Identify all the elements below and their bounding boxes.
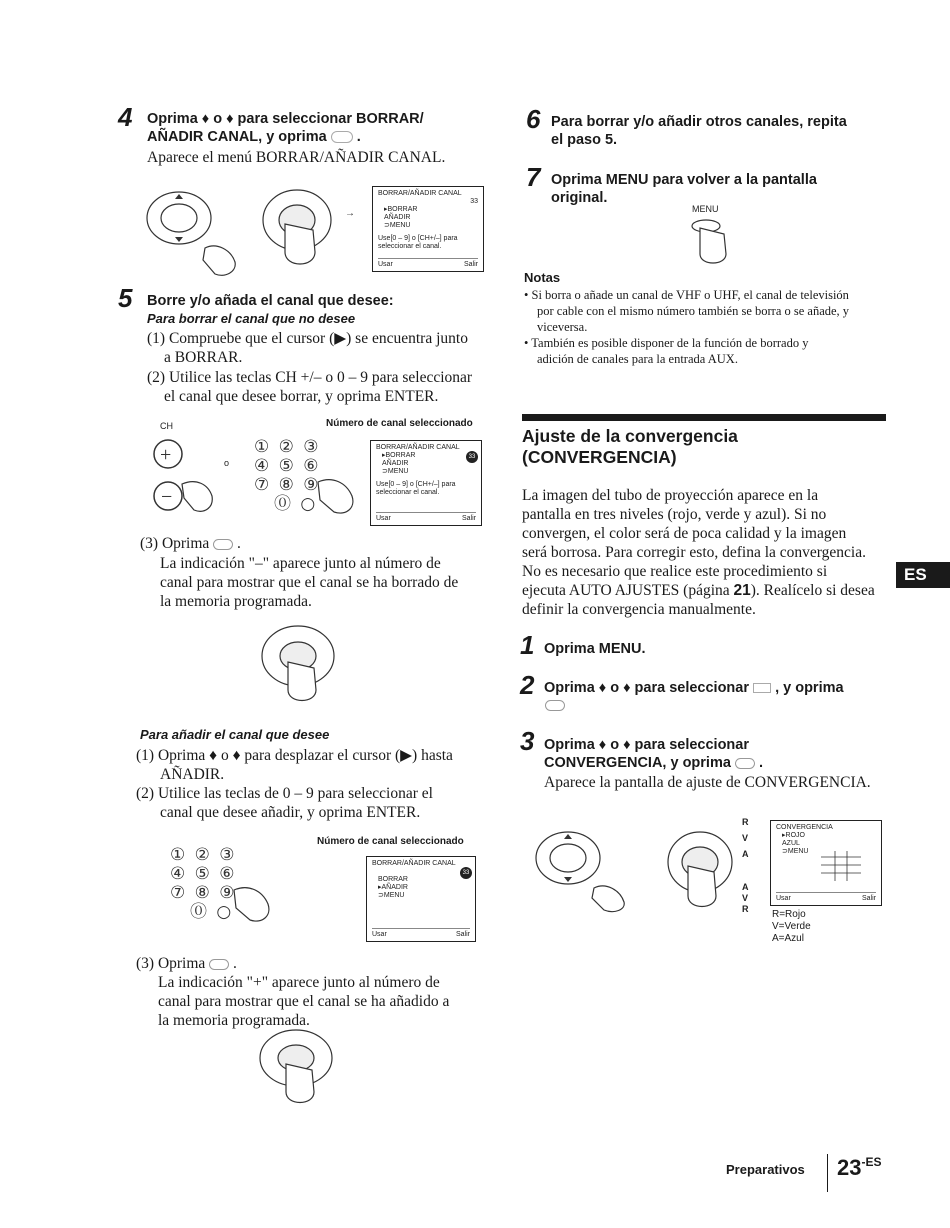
conv-para-5: No es necesario que realice este procedimiento si — [522, 563, 828, 580]
conv-step-1-number: 1 — [520, 630, 535, 660]
note-2-line1: • También es posible disponer de la función de borrado y — [524, 336, 809, 350]
add-step2-line2: canal que desee añadir, y oprima ENTER. — [160, 804, 421, 821]
step-5-number: 5 — [118, 283, 133, 313]
delete-step3: (3) Oprima . — [140, 535, 241, 552]
language-tab: ES — [896, 562, 950, 588]
enter-button-icon — [331, 131, 353, 143]
screen-item-borrar: BORRAR — [378, 876, 408, 883]
conv-step-3-body: Aparece la pantalla de ajuste de CONVERGENCIA. — [544, 774, 871, 791]
page-number: $23^{-ES}$ — [837, 1155, 882, 1180]
screen-item-azul: AZUL — [782, 840, 800, 847]
add-step3-line3: la memoria programada. — [158, 1012, 310, 1029]
screen-hint-2: seleccionar el canal. — [378, 243, 442, 250]
step-4-number: 4 — [118, 102, 133, 132]
menu-screen-delete — [370, 440, 482, 526]
keypad-add — [170, 846, 237, 922]
convergence-title-line1: Ajuste de la convergencia — [522, 426, 738, 446]
screen-channel-badge: 33 — [466, 451, 478, 463]
enter-button-icon — [213, 539, 233, 550]
conv-para-4: será borrosa. Para corregir esto, defina la convergencia. — [522, 544, 866, 561]
add-step3-line1: La indicación "+" aparece junto al número de — [158, 974, 440, 991]
color-legend — [772, 909, 811, 945]
add-step3: (3) Oprima . — [136, 955, 237, 972]
notes-title: Notas — [524, 270, 561, 285]
screen-exit-label: Salir — [461, 515, 476, 522]
conv-para-1: La imagen del tubo de proyección aparece en la — [522, 487, 819, 504]
delete-step2-line2: el canal que desee borrar, y oprima ENTER. — [164, 388, 439, 405]
screen-exit-label: Salir — [463, 261, 478, 268]
hand-press-icon — [228, 880, 278, 928]
delete-step3-line1: La indicación "–" aparece junto al número de — [160, 555, 441, 572]
joystick-press-illustration-2 — [254, 1026, 344, 1108]
screen-title: CONVERGENCIA — [776, 824, 833, 831]
step-7-heading-line1: Oprima MENU para volver a la pantalla — [551, 172, 817, 188]
conv-step-2-number: 2 — [520, 670, 535, 700]
enter-button-icon — [545, 700, 565, 711]
step-7-number: 7 — [526, 162, 541, 192]
label-r: R — [742, 817, 749, 827]
step-5-heading: Borre y/o añada el canal que desee: — [147, 293, 394, 309]
svg-text:+: + — [160, 444, 172, 466]
label-a: A — [742, 882, 749, 892]
menu-screen-add — [366, 856, 476, 942]
delete-step1-line1: (1) Compruebe que el cursor (▶) se encuentra junto — [147, 330, 468, 347]
convergence-title-line2: (CONVERGENCIA) — [522, 447, 677, 467]
step-4-body: Aparece el menú BORRAR/AÑADIR CANAL. — [147, 149, 446, 166]
screen-exit-label: Salir — [861, 895, 876, 902]
screen-hint-2: seleccionar el canal. — [376, 489, 440, 496]
rva-labels-top — [742, 814, 749, 862]
step-6-number: 6 — [526, 104, 541, 134]
or-label: o — [224, 458, 230, 468]
add-step3-line2: canal para mostrar que el canal se ha añadido a — [158, 993, 450, 1010]
selected-channel-label: Número de canal seleccionado — [326, 418, 473, 429]
footer-section: Preparativos — [726, 1162, 805, 1177]
svg-text:→: → — [345, 208, 355, 219]
enter-button-icon — [735, 758, 755, 769]
joystick-press-illustration — [256, 624, 346, 706]
menu-screen-borrar-anadir — [372, 186, 484, 272]
section-rule — [522, 414, 886, 421]
conv-step-3-number: 3 — [520, 726, 535, 756]
screen-title: BORRAR/AÑADIR CANAL — [376, 444, 460, 451]
add-subheading: Para añadir el canal que desee — [140, 727, 330, 742]
keypad-row-3: ⑦ ⑧ ⑨ — [170, 883, 237, 903]
label-r: R — [742, 904, 749, 914]
conv-step-2: Oprima ♦ o ♦ para seleccionar , y oprima — [544, 680, 844, 696]
keypad-row-1: ① ② ③ — [254, 437, 321, 457]
hand-press-icon — [312, 472, 362, 520]
keypad-delete — [254, 438, 321, 514]
screen-item-rojo: ▸ROJO — [782, 832, 805, 839]
label-a: A — [742, 849, 749, 859]
screen-use-label: Usar — [376, 515, 391, 522]
note-2-line2: adición de canales para la entrada AUX. — [537, 352, 738, 366]
delete-subheading: Para borrar el canal que no desee — [147, 311, 356, 326]
footer-divider — [827, 1154, 828, 1192]
legend-verde: V=Verde — [772, 921, 811, 932]
screen-item-anadir: AÑADIR — [384, 214, 411, 221]
keypad-row-2: ④ ⑤ ⑥ — [170, 864, 237, 884]
convergence-grid-icon — [821, 851, 861, 881]
add-step1-line2: AÑADIR. — [160, 766, 225, 783]
screen-use-label: Usar — [372, 931, 387, 938]
note-1-line1: • Si borra o añade un canal de VHF o UHF, el canal de televisión — [524, 288, 849, 302]
settings-menu-icon — [753, 683, 771, 693]
conv-step-3-line1: Oprima ♦ o ♦ para seleccionar — [544, 737, 749, 753]
screen-item-borrar: ▸BORRAR — [384, 206, 418, 213]
svg-text:−: − — [161, 486, 173, 508]
keypad-row-1: ① ② ③ — [170, 845, 237, 865]
step-6-heading-line1: Para borrar y/o añadir otros canales, repita — [551, 114, 847, 130]
delete-step1-line2: a BORRAR. — [164, 349, 243, 366]
keypad-row-3: ⑦ ⑧ ⑨ — [254, 475, 321, 495]
delete-step3-line3: la memoria programada. — [160, 593, 312, 610]
screen-item-borrar: ▸BORRAR — [382, 452, 416, 459]
keypad-row-4: ⓪ ○ — [190, 902, 234, 922]
keypad-row-4: ⓪ ○ — [274, 494, 318, 514]
conv-para-3: convergen, el color será de poca calidad y la imagen — [522, 525, 847, 542]
screen-use-label: Usar — [378, 261, 393, 268]
add-step2-line1: (2) Utilice las teclas de 0 – 9 para seleccionar el — [136, 785, 433, 802]
delete-step2-line1: (2) Utilice las teclas CH +/– o 0 – 9 para seleccionar — [147, 369, 473, 386]
screen-hint-1: Use[0 – 9] o [CH+/–] para — [378, 235, 458, 242]
screen-item-anadir: AÑADIR — [382, 460, 409, 467]
conv-step-1: Oprima MENU. — [544, 641, 646, 657]
delete-step3-line2: canal para mostrar que el canal se ha borrado de — [160, 574, 459, 591]
screen-item-menu: ⊃MENU — [382, 468, 409, 475]
step-6-heading-line2: el paso 5. — [551, 132, 618, 148]
step-4-heading-line1: Oprima ♦ o ♦ para seleccionar BORRAR/ — [147, 111, 424, 127]
conv-step-3-line2: CONVERGENCIA, y oprima . — [544, 755, 764, 771]
step-4-heading-line2: AÑADIR CANAL, y oprima . — [147, 129, 361, 145]
step-7-heading-line2: original. — [551, 190, 608, 206]
label-v: V — [742, 833, 749, 843]
label-v: V — [742, 893, 749, 903]
legend-rojo: R=Rojo — [772, 909, 806, 920]
screen-use-label: Usar — [776, 895, 791, 902]
conv-para-2: pantalla en tres niveles (rojo, verde y azul). Si no — [522, 506, 827, 523]
selected-channel-label-2: Número de canal seleccionado — [317, 836, 464, 847]
note-1-line3: viceversa. — [537, 320, 588, 334]
rva-labels-bottom — [742, 882, 749, 915]
remote-illustration-convergence — [534, 826, 734, 914]
conv-para-6: ejecuta AUTO AJUSTES (página 21). Realícelo si desea — [522, 582, 875, 599]
add-step1-line1: (1) Oprima ♦ o ♦ para desplazar el cursor (▶) hasta — [136, 747, 453, 764]
screen-item-menu: ⊃MENU — [782, 848, 809, 855]
screen-channel: 33 — [470, 198, 478, 205]
menu-button-press-icon — [688, 218, 732, 268]
screen-channel-badge: 33 — [460, 867, 472, 879]
ch-label: CH — [160, 421, 173, 431]
ch-buttons-illustration — [150, 434, 230, 526]
menu-button-label: MENU — [692, 204, 719, 214]
screen-hint-1: Use[0 – 9] o [CH+/–] para — [376, 481, 456, 488]
keypad-row-2: ④ ⑤ ⑥ — [254, 456, 321, 476]
enter-button-icon — [209, 959, 229, 970]
screen-item-menu: ⊃MENU — [378, 892, 405, 899]
legend-azul: A=Azul — [772, 933, 804, 944]
conv-para-7: definir la convergencia manualmente. — [522, 601, 756, 618]
convergence-screen — [770, 820, 882, 906]
remote-illustration-step4 — [145, 182, 365, 282]
note-1-line2: por cable con el mismo número también se borra o se añade, y — [537, 304, 850, 318]
screen-title: BORRAR/AÑADIR CANAL — [372, 860, 456, 867]
screen-exit-label: Salir — [455, 931, 470, 938]
screen-title: BORRAR/AÑADIR CANAL — [378, 190, 462, 197]
screen-item-menu: ⊃MENU — [384, 222, 411, 229]
screen-item-anadir: ▸AÑADIR — [378, 884, 408, 891]
